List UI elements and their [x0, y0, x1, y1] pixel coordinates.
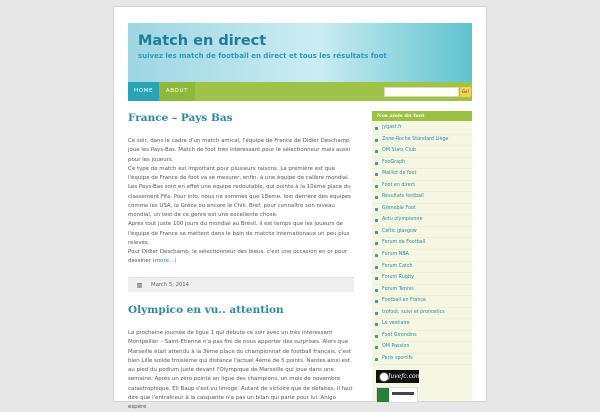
sidebar-link[interactable]	[372, 123, 472, 135]
sidebar-link[interactable]	[372, 285, 472, 297]
sidebar-link-label: jygast.fr	[382, 125, 402, 130]
bullet-icon	[375, 335, 378, 338]
sidebar-link-label: OM Stats Club	[382, 148, 416, 154]
sidebar-link[interactable]	[372, 262, 472, 274]
sidebar-link[interactable]	[372, 319, 472, 331]
sidebar-link-label: Forum Catch	[382, 263, 413, 269]
bullet-icon	[375, 266, 378, 269]
bullet-icon	[375, 242, 378, 245]
post-olympico	[128, 303, 354, 412]
bullet-icon	[375, 277, 378, 280]
sidebar-link-label: Forum Tennis	[382, 286, 414, 292]
sidebar-link[interactable]	[372, 250, 472, 262]
post-paragraph: Ce type de match est important pour plusieurs raisons. La première est que l'équipe de France de foot va se mesurer, enfin, à une équipe de calibre mondial. Les Pays-Bas sont en effet une équipe redoutable, qui pointe à la 10ème place du classement Fifa. Pour info, nous ne sommes que 18ème, loin derrière des équipes comme les USA, la Grèce ou encore le Chili. Bref, pour connaître son niveau mondial, un test de ce genre est une excellente chose.	[128, 165, 351, 218]
sidebar-link[interactable]	[372, 135, 472, 147]
sidebar-link-label: Celtic glasgow	[382, 228, 417, 234]
sidebar-link[interactable]	[372, 342, 472, 354]
juvefc-banner[interactable]	[376, 370, 422, 383]
sidebar-link-label: Forum de Football	[382, 240, 426, 246]
bullet-icon	[375, 139, 378, 142]
site-header	[128, 23, 472, 82]
sidebar-link[interactable]	[372, 192, 472, 204]
post-paragraph-text: Pour Didier Deschamp, le sélectionneur des bleus, c'est une occasion en or pour dessiner	[128, 249, 347, 265]
sidebar-link-label: Foot Girondins	[382, 332, 417, 338]
sidebar-link-label: Maillot de foot	[382, 171, 417, 177]
sidebar-link-label: Résultats football	[382, 194, 424, 200]
banner-text: Juvefc.com	[388, 373, 422, 380]
post-paragraph: La prochaine journée de ligue 1 qui débute ce soir avec un très intéressant Montpellier – Saint-Etienne n'a pas fini de nous apporter des surprises. Alors que Marseille était attendu à la 3ème place du championnat de football français, c'est bien Lille solide troisième qui distance l'actuel 4ème de 5 points. Nantes ainsi est au pied du podium juste devant l'Olympique de Marseille qui joue dans une semaine. Après un zéro pointé en ligue des champions, un mois de novembre catastrophique, Eli Baup s'est vu limogé. Autant de victoire que de défaites, il faut dire que l'entraîneur à la casquette n'a pas un bilan qui parle pour lui. Anigo espère	[128, 330, 353, 410]
sidebar-link[interactable]	[372, 204, 472, 216]
sidebar	[372, 111, 472, 401]
search-button[interactable]: Go!	[459, 86, 472, 98]
sidebar-link-label: Actu olympienne	[382, 217, 423, 223]
sidebar-link[interactable]	[372, 215, 472, 227]
bullet-icon	[375, 173, 378, 176]
sidebar-link-label: Paris sportifs	[382, 355, 413, 361]
page-container	[113, 6, 487, 410]
sidebar-link-label: trofoot, suivi et pronostics	[382, 309, 445, 315]
sidebar-link[interactable]	[372, 308, 472, 320]
partner-logo-icon	[377, 388, 389, 402]
partner-banner[interactable]	[376, 387, 418, 403]
bullet-icon	[375, 300, 378, 303]
search-input[interactable]	[384, 87, 459, 97]
post-body	[128, 137, 354, 267]
sidebar-link[interactable]	[372, 354, 472, 366]
bullet-icon	[375, 254, 378, 257]
sidebar-link-label: Le vestiaire	[382, 321, 410, 327]
bullet-icon	[375, 289, 378, 292]
sidebar-link[interactable]	[372, 169, 472, 181]
bullet-icon	[375, 312, 378, 315]
post-france-pays-bas	[128, 111, 354, 267]
bullet-icon	[375, 127, 378, 130]
sidebar-link[interactable]	[372, 296, 472, 308]
sidebar-link[interactable]	[372, 331, 472, 343]
nav-home[interactable]: HOME	[128, 82, 159, 101]
sidebar-link[interactable]	[372, 158, 472, 170]
sidebar-link-label: Forum Rugby	[382, 275, 414, 281]
sidebar-link-label: Football en France	[382, 298, 426, 304]
post-title[interactable]: France – Pays Bas	[128, 112, 233, 124]
post-meta	[128, 277, 354, 292]
partner-logo-bar	[392, 392, 414, 395]
post-paragraph	[128, 248, 354, 267]
sidebar-link-label: Foot en direct	[382, 182, 416, 188]
read-more-link[interactable]: (more…)	[152, 258, 177, 265]
sidebar-heading: Nos amis du foot	[372, 111, 472, 121]
sidebar-links	[372, 121, 472, 365]
sidebar-link[interactable]	[372, 227, 472, 239]
bullet-icon	[375, 185, 378, 188]
sidebar-link-label: Grenoble Foot	[382, 205, 416, 211]
sidebar-link-label: Forum NBA	[382, 252, 409, 258]
bullet-icon	[375, 219, 378, 222]
post-body	[128, 329, 354, 412]
sidebar-link-label: FooGraph	[382, 159, 406, 165]
post-paragraph: Ce soir, dans le cadre d'un match amical, l'équipe de France de Didier Deschamp joue les Pays-Bas. Match de foot très intéressant pour le sélectionneur mais aussi pour les joueurs.	[128, 138, 351, 163]
bullet-icon	[375, 208, 378, 211]
sidebar-link[interactable]	[372, 238, 472, 250]
bullet-icon	[375, 231, 378, 234]
sidebar-link-label: Zone-Roche Standard Liège	[382, 136, 449, 142]
bullet-icon	[375, 150, 378, 153]
post-title[interactable]: Olympico en vu.. attention	[128, 304, 284, 316]
calendar-icon	[137, 283, 142, 288]
site-title[interactable]: Match en direct	[138, 33, 267, 49]
sidebar-link[interactable]	[372, 273, 472, 285]
sidebar-link[interactable]	[372, 181, 472, 193]
post-date: March 5, 2014	[151, 282, 190, 288]
post-paragraph: Après tout juste 100 jours du mondial au Brésil, il est temps que les joueurs de l'équipe de France se mettent dans le bain de matchs internationaux un peu plus relevés.	[128, 221, 350, 246]
sidebar-link[interactable]	[372, 146, 472, 158]
nav-about[interactable]: ABOUT	[159, 82, 195, 101]
nav-bar	[128, 82, 472, 101]
site-description: suivez les match de football en direct et tous les résultats foot	[138, 52, 387, 60]
bullet-icon	[375, 358, 378, 361]
bullet-icon	[375, 346, 378, 349]
sidebar-link-label: OM Passion	[382, 344, 410, 350]
bullet-icon	[375, 196, 378, 199]
bullet-icon	[375, 323, 378, 326]
bullet-icon	[375, 162, 378, 165]
